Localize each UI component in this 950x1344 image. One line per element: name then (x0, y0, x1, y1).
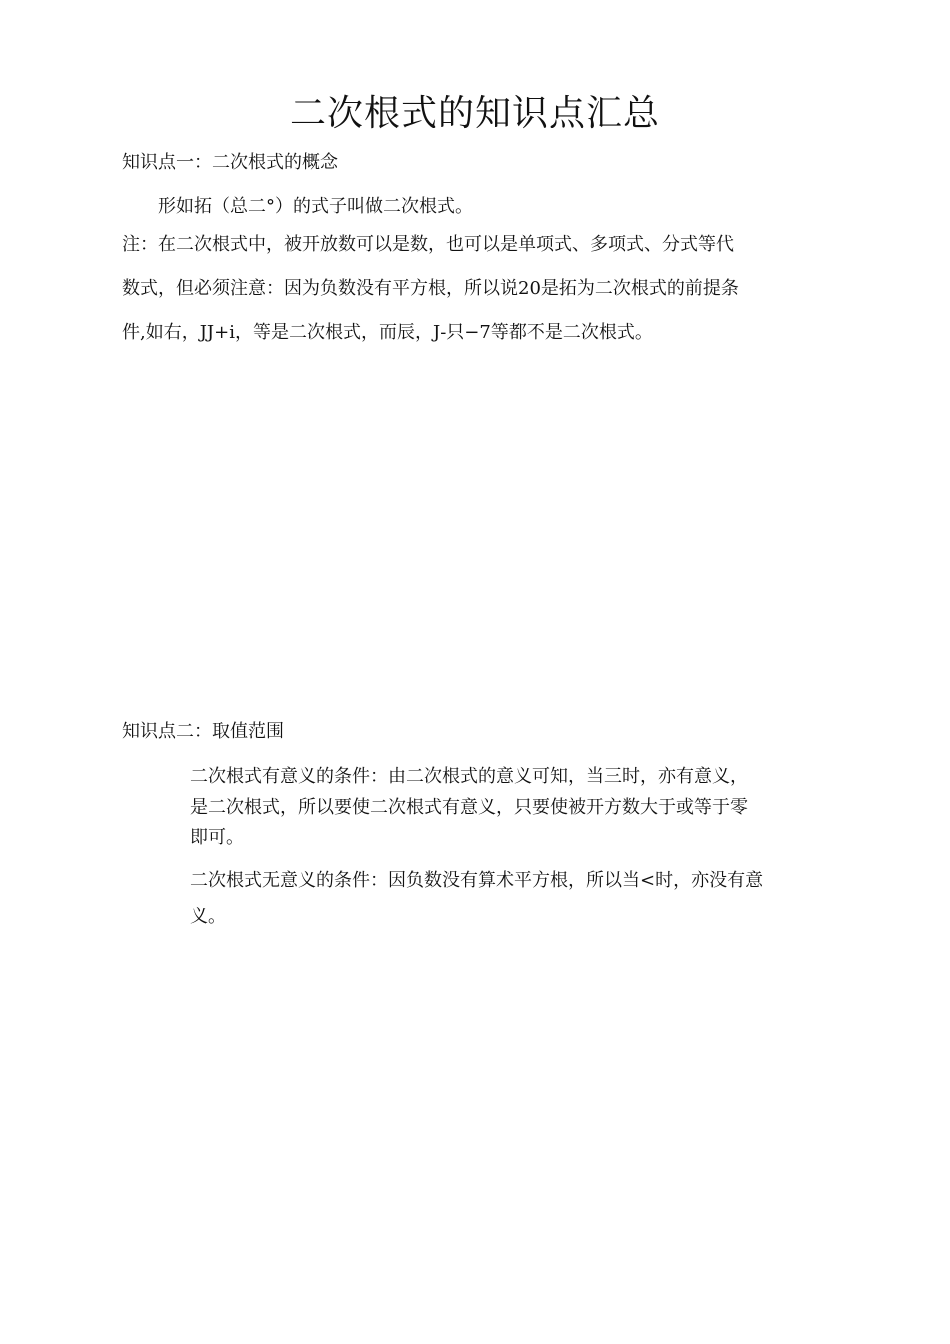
definition-paragraph: 形如拓（总二°）的式子叫做二次根式。 (158, 196, 473, 217)
meaningful-condition-line-2: 是二次根式，所以要使二次根式有意义，只要使被开方数大于或等于零 (190, 797, 748, 818)
section-heading-concept: 知识点一：二次根式的概念 (122, 152, 338, 173)
meaningful-condition-line-1: 二次根式有意义的条件：由二次根式的意义可知，当三时，亦有意义， (190, 766, 748, 787)
meaningless-condition-line-1: 二次根式无意义的条件：因负数没有算术平方根，所以当<时，亦没有意 (190, 870, 764, 891)
note-line-2: 数式，但必须注意：因为负数没有平方根，所以说20是拓为二次根式的前提条 (122, 278, 739, 299)
meaningful-condition-line-3: 即可。 (190, 827, 244, 848)
meaningless-condition-line-2: 义。 (190, 906, 226, 927)
section-heading-range: 知识点二：取值范围 (122, 721, 284, 742)
note-line-1: 注：在二次根式中，被开放数可以是数，也可以是单项式、多项式、分式等代 (122, 234, 734, 255)
page-title: 二次根式的知识点汇总 (289, 93, 660, 134)
note-line-3: 件,如右，JJ+i，等是二次根式，而辰，J-只−7等都不是二次根式。 (122, 322, 653, 343)
